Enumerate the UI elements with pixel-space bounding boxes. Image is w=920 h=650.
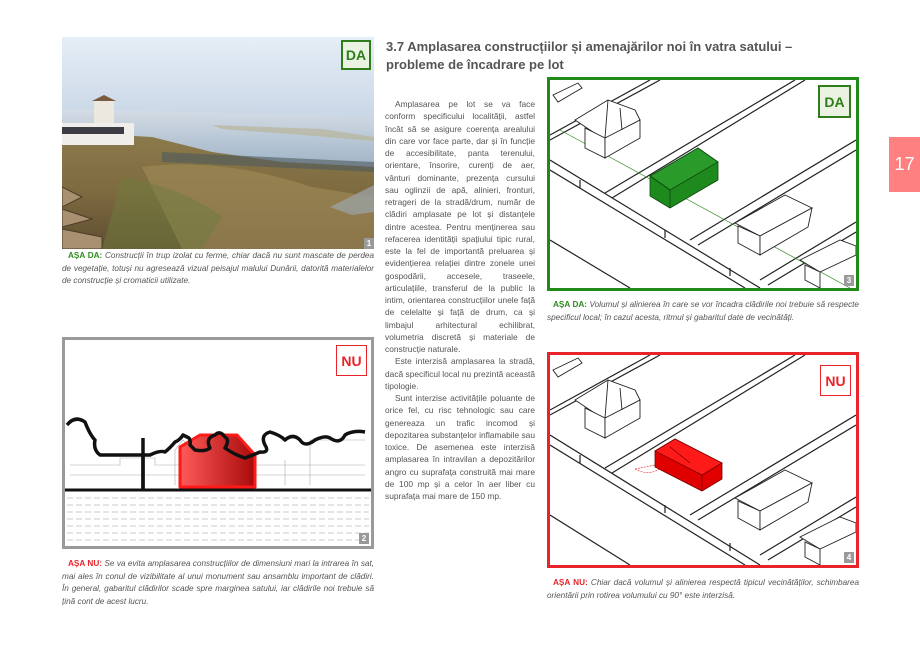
page-number-tab: 17 [889,137,920,192]
figure-isometric-nu [547,352,859,568]
caption-label: AȘA NU: [553,578,588,587]
figure-isometric-da [547,77,859,291]
badge-da: DA [818,85,851,118]
badge-da: DA [341,40,371,70]
caption-figure-3 [547,299,859,324]
caption-figure-4 [547,577,859,602]
caption-label: AȘA NU: [68,559,102,568]
landscape-illustration [62,37,374,249]
isometric-lot-drawing [550,355,856,565]
paragraph: Amplasarea pe lot se va face conform specificului localității, astfel încât să se asigure coerența arealului din care vor face parte, dar și în funcție de accesibilitate, panta terenului, orientare, însorire, curenți de aer, vânturi dominante, prezența cursului sau oglinzii de apă, alinieri, fronturi, retrageri de la stradă/drum, număr de clădiri amplasate pe lot și distanțele dintre acestea. Pentru menținerea sau refacerea identității spațiului tipic rural, este la fel de importantă preluarea și evidențierea relației dintre zonele unei gospodării, accesele, traseele, articulațiile, transferul de la public la intim, orientarea construcțiilor unele față de celelalte și față de drum, ca și limbajul arhitectural echilibrat, volumetria discretă și materiale de construcție naturale. [385,99,535,354]
caption-label: AȘA DA: [68,251,103,260]
caption-text: Chiar dacă volumul și alinierea respectă tipicul vecinătăților, schimbarea orientării prin rotirea volumului cu 90° este interzisă. [547,578,859,600]
section-title-line-1: 3.7 Amplasarea construcțiilor și amenajărilor noi în vatra satului – [386,39,793,54]
figure-number: 1 [364,238,374,249]
caption-text: Construcții în trup izolat cu ferme, chiar dacă nu sunt mascate de perdea de vegetație, totuși nu agresează vizual peisajul malului Dunării, datorită materialelor de construcție și cromaticii utilizate. [62,251,375,285]
badge-nu: NU [820,365,851,396]
section-title [386,38,826,74]
section-title-line-2: probleme de încadrare pe lot [386,57,564,72]
figure-number: 3 [844,275,854,286]
body-text [385,98,535,502]
caption-text: Volumul și alinierea în care se vor încadra clădirile noi trebuie să respecte specificul local; în cazul acesta, ritmul și gabaritul date de vecinătăți. [547,300,859,322]
caption-figure-2 [62,558,374,608]
paragraph: Sunt interzise activitățile poluante de orice fel, cu risc tehnologic sau care genereaza un trafic incomod și depozitarea substanțelor inflamabile sau toxice. De asemenea este interzisă amplasarea în intravilan a depozitărilor angro cu suprafața construită mai mare de 100 mp și a celor în aer liber cu suprafața mai mare de 150 mp. [385,393,535,501]
figure-number: 4 [844,552,854,563]
caption-figure-1 [62,250,374,288]
skyline-drawing [65,340,371,546]
caption-text: Se va evita amplasarea construcțiilor de dimensiuni mari la intrarea în sat, mai ales în conul de vizibilitate al unui monument sau ansamblu important de clădiri. În general, gabaritul clădirilor scade spre marginea satului, iar clădirile noi trebuie să țină cont de acest lucru. [62,559,375,606]
photo-danube-bank [62,37,374,249]
isometric-lot-drawing [550,80,856,288]
paragraph: Este interzisă amplasarea la stradă, dacă specificul local nu prezintă această tipologie. [385,356,535,391]
figure-silhouette [62,337,374,549]
figure-number: 2 [359,533,369,544]
caption-label: AȘA DA: [553,300,587,309]
badge-nu: NU [336,345,367,376]
